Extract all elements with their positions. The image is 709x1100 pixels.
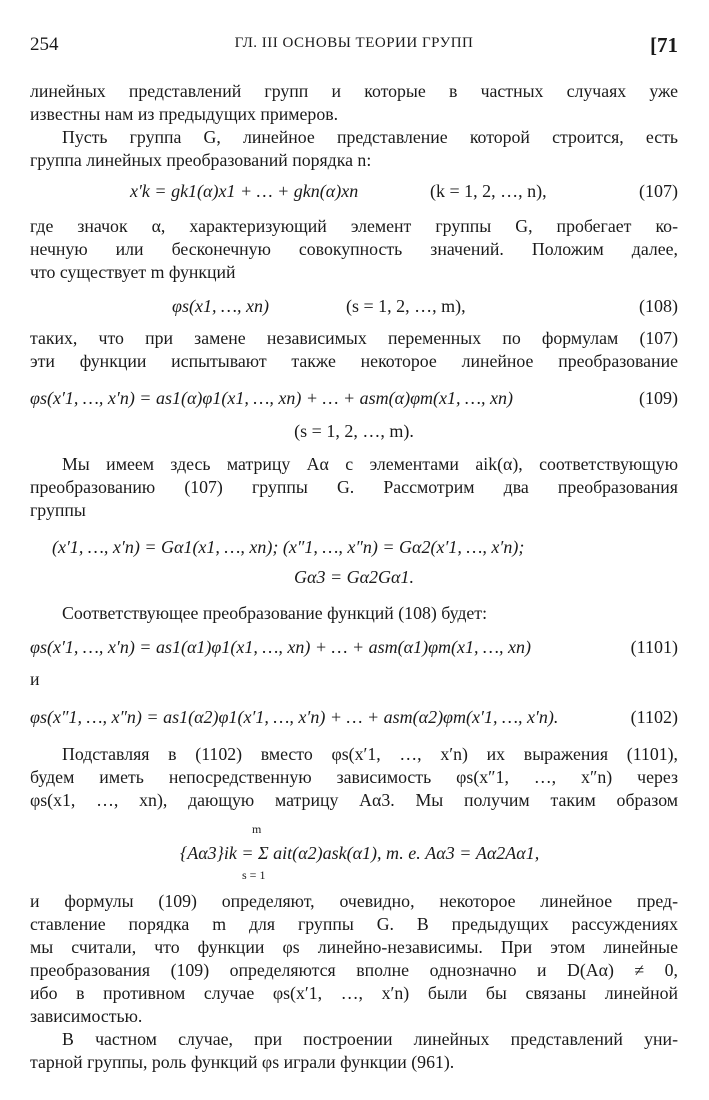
sum-upper-limit: m	[252, 822, 262, 836]
equation-107-formula: x′k = gk1(α)x1 + … + gkn(α)xn	[130, 181, 359, 201]
paragraph-4-line-2: эти функции испытывают также некоторое линейное преобразование	[30, 351, 678, 371]
paragraph-3-line-1: где значок α, характеризующий элемент группы G, пробегает ко-	[30, 216, 678, 236]
equation-product-formula: {Aα3}ik = Σ ait(α2)ask(α1), т. е. Aα3 = Aα2Aα1,	[180, 843, 540, 863]
paragraph-8-line-3: мы считали, что функции φs линейно-независимы. При этом линейные	[30, 937, 678, 957]
equation-108-formula: φs(x1, …, xn)	[172, 296, 269, 316]
paragraph-6-line-1: Соответствующее преобразование функций (108) будет:	[62, 603, 488, 623]
paragraph-8-line-4: преобразования (109) определяются вполне однозначно и D(Aα) ≠ 0,	[30, 960, 678, 980]
paragraph-3-line-2: нечную или бесконечную совокупность значений. Положим далее,	[30, 239, 678, 259]
sum-lower-limit: s = 1	[242, 868, 266, 882]
page-number: 254	[30, 34, 59, 55]
paragraph-8-line-2: ставление порядка m для группы G. В предыдущих рассуждениях	[30, 914, 678, 934]
paragraph-2-line-1: Пусть группа G, линейное представление которой строится, есть	[62, 127, 678, 147]
paragraph-8-line-5: ибо в противном случае φs(x′1, …, x′n) были бы связаны линейной	[30, 983, 678, 1003]
section-number: [71	[650, 33, 678, 57]
equation-110-1-number: (1101)	[630, 637, 678, 657]
equation-107-number: (107)	[639, 181, 678, 201]
paragraph-7-line-2: будем иметь непосредственную зависимость φs(x″1, …, x″n) через	[30, 767, 678, 787]
equation-108-range: (s = 1, 2, …, m),	[346, 296, 466, 316]
equation-transforms-line-2: Gα3 = Gα2Gα1.	[294, 567, 414, 587]
paragraph-8-line-6: зависимостью.	[30, 1006, 143, 1026]
equation-110-2-number: (1102)	[630, 707, 678, 727]
paragraph-4-line-1: таких, что при замене независимых переменных по формулам (107)	[30, 328, 678, 348]
paragraph-5-line-1: Мы имеем здесь матрицу Aα с элементами aik(α), соответствующую	[62, 454, 678, 474]
running-title: ГЛ. III ОСНОВЫ ТЕОРИИ ГРУПП	[234, 35, 474, 51]
paragraph-1-line-1: линейных представлений групп и которые в частных случаях уже	[30, 81, 678, 101]
equation-110-2-formula: φs(x″1, …, x″n) = as1(α2)φ1(x′1, …, x′n) + … + asm(α2)φm(x′1, …, x′n).	[30, 707, 559, 727]
paragraph-2-line-2: группа линейных преобразований порядка n:	[30, 150, 372, 170]
equation-product	[30, 822, 678, 886]
conjunction-and: и	[30, 669, 40, 689]
paragraph-7-line-1: Подставляя в (1102) вместо φs(x′1, …, x′n) их выражения (1101),	[62, 744, 678, 764]
paragraph-9-line-2: тарной группы, роль функций φs играли функции (961).	[30, 1052, 455, 1072]
page-header	[30, 34, 678, 58]
equation-transforms-text: (x′1, …, x′n) = Gα1(x1, …, xn); (x″1, …, x″n) = Gα2(x′1, …, x′n);	[52, 537, 525, 557]
equation-109-range: (s = 1, 2, …, m).	[294, 421, 414, 441]
equation-108-number: (108)	[639, 296, 678, 316]
equation-109-formula: φs(x′1, …, x′n) = as1(α)φ1(x1, …, xn) + … + asm(α)φm(x1, …, xn)	[30, 388, 513, 408]
paragraph-5-line-3: группы	[30, 500, 86, 520]
paragraph-1-line-2: известны нам из предыдущих примеров.	[30, 104, 339, 124]
paragraph-3-line-3: что существует m функций	[30, 262, 236, 282]
paragraph-5-line-2: преобразованию (107) группы G. Рассмотрим два преобразования	[30, 477, 678, 497]
equation-110-1-formula: φs(x′1, …, x′n) = as1(α1)φ1(x1, …, xn) + … + asm(α1)φm(x1, …, xn)	[30, 637, 531, 657]
book-page	[30, 0, 678, 1100]
paragraph-9-line-1: В частном случае, при построении линейных представлений уни-	[62, 1029, 678, 1049]
paragraph-7-line-3: φs(x1, …, xn), дающую матрицу Aα3. Мы получим таким образом	[30, 790, 678, 810]
equation-109-number: (109)	[639, 388, 678, 408]
equation-107-range: (k = 1, 2, …, n),	[430, 181, 547, 201]
paragraph-8-line-1: и формулы (109) определяют, очевидно, некоторое линейное пред-	[30, 891, 678, 911]
